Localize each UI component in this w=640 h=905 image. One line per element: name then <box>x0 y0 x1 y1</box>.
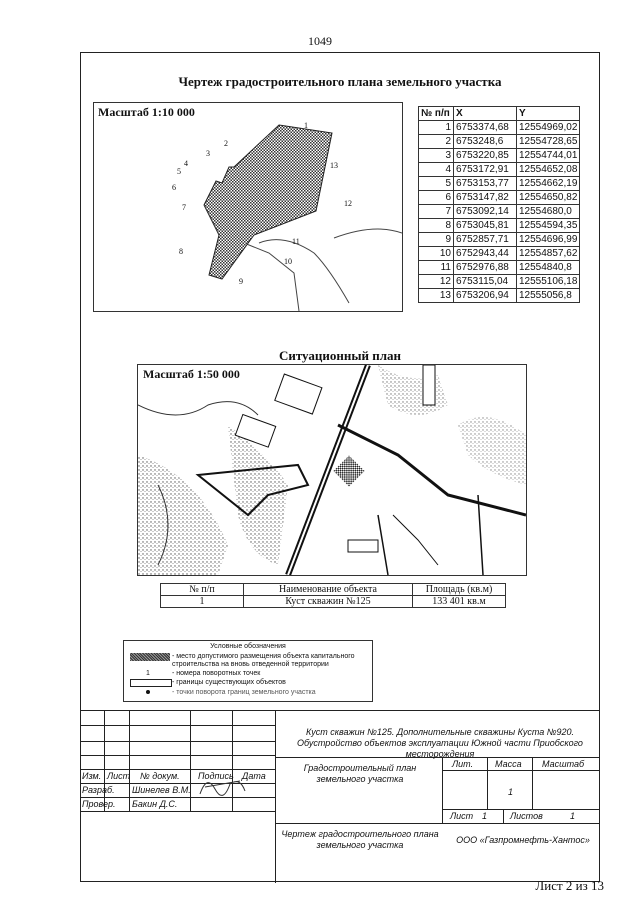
cell: 12555056,8 <box>517 289 580 303</box>
checker-name: Бакин Д.С. <box>132 799 178 809</box>
cell: 6753172,91 <box>454 163 517 177</box>
cell: 6753374,68 <box>454 121 517 135</box>
cell: 12554662,19 <box>517 177 580 191</box>
table-row <box>419 219 580 233</box>
sheet-value: 1 <box>482 811 488 821</box>
map2-scale: Масштаб 1:50 000 <box>143 367 240 381</box>
col-signature: Подпись <box>198 771 234 781</box>
cell: 12554969,02 <box>517 121 580 135</box>
cell: 3 <box>419 149 454 163</box>
table-row <box>419 177 580 191</box>
cell: 6753045,81 <box>454 219 517 233</box>
sheets-value: 1 <box>570 811 576 821</box>
cell: 6752943,44 <box>454 247 517 261</box>
cell: 6753153,77 <box>454 177 517 191</box>
point-label: 3 <box>206 149 210 158</box>
cell: 6752857,71 <box>454 233 517 247</box>
table-row <box>419 163 580 177</box>
sheet-label: Лист <box>450 811 474 821</box>
legend-marker: 1 <box>146 670 150 677</box>
cell: 12554594,35 <box>517 219 580 233</box>
point-label: 5 <box>177 167 181 176</box>
coordinates-table <box>418 106 580 303</box>
title-block <box>80 710 600 883</box>
cell: 8 <box>419 219 454 233</box>
sheets-label: Листов <box>510 811 543 821</box>
point-label: 7 <box>182 203 186 212</box>
point-label: 11 <box>292 237 300 246</box>
legend-boundary-swatch <box>130 679 172 687</box>
cell: 6753220,85 <box>454 149 517 163</box>
table-row <box>419 233 580 247</box>
point-label: 4 <box>184 159 188 168</box>
col-header: Y <box>517 107 580 121</box>
mass-value: 1 <box>508 787 514 797</box>
cell: 6753092,14 <box>454 205 517 219</box>
table-row <box>419 205 580 219</box>
drawing-name: Чертеж градостроительного плана земельного участка <box>281 829 439 850</box>
cell: Куст скважин №125 <box>244 596 413 608</box>
cell: 12555106,18 <box>517 275 580 289</box>
scale-label: Масштаб <box>542 759 585 769</box>
legend-item: - место допустимого размещения объекта капитального строительства на вновь отведенной территории <box>172 653 355 668</box>
situation-drawing <box>138 365 526 575</box>
legend-item: - точки поворота границ земельного участка <box>172 689 316 696</box>
lit-label: Лит. <box>452 759 474 769</box>
point-label: 13 <box>330 161 338 170</box>
developer-name: Шинелев В.М. <box>132 785 191 795</box>
parcel-drawing <box>94 103 402 311</box>
table-row <box>419 149 580 163</box>
drawing-title: Чертеж градостроительного плана земельного участка <box>178 74 502 89</box>
parcel-map <box>93 102 403 312</box>
table-row <box>419 261 580 275</box>
point-label: 10 <box>284 257 292 266</box>
situation-title: Ситуационный план <box>278 348 402 363</box>
cell: 2 <box>419 135 454 149</box>
table-row <box>419 275 580 289</box>
col-header: Площадь (кв.м) <box>413 584 506 596</box>
legend-hatch-swatch <box>130 653 170 661</box>
legend <box>123 640 373 702</box>
point-label: 9 <box>239 277 243 286</box>
cell: 1 <box>161 596 244 608</box>
developer-role: Разраб. <box>82 785 115 795</box>
cell: 10 <box>419 247 454 261</box>
table-row <box>419 289 580 303</box>
cell: 12554650,82 <box>517 191 580 205</box>
cell: 12 <box>419 275 454 289</box>
point-label: 6 <box>172 183 176 192</box>
legend-item: - номера поворотных точек <box>172 670 261 677</box>
cell: 12554744,01 <box>517 149 580 163</box>
cell: 6753206,94 <box>454 289 517 303</box>
cell: 6753248,6 <box>454 135 517 149</box>
cell: 6753147,82 <box>454 191 517 205</box>
cell: 6753115,04 <box>454 275 517 289</box>
col-header: Наименование объекта <box>244 584 413 596</box>
doc-title: Градостроительный план земельного участка <box>303 763 417 784</box>
map1-scale: Масштаб 1:10 000 <box>98 105 195 119</box>
cell: 4 <box>419 163 454 177</box>
sheet-counter: Лист 2 из 13 <box>535 878 604 893</box>
project-name: Куст скважин №125. Дополнительные скважины Куста №920. Обустройство объектов эксплуатации Южной части Приобского месторождения <box>297 727 583 759</box>
cell: 13 <box>419 289 454 303</box>
table-row <box>419 121 580 135</box>
point-label: 8 <box>179 247 183 256</box>
page-number: 1049 <box>308 34 332 48</box>
col-date: Дата <box>242 771 266 781</box>
cell: 12554857,62 <box>517 247 580 261</box>
point-label: 2 <box>224 139 228 148</box>
cell: 11 <box>419 261 454 275</box>
table-row <box>419 247 580 261</box>
col-header: № п/п <box>419 107 454 121</box>
cell: 12554696,99 <box>517 233 580 247</box>
point-icon <box>146 690 150 694</box>
cell: 12554728,65 <box>517 135 580 149</box>
table-row <box>419 191 580 205</box>
col-header: X <box>454 107 517 121</box>
col-doc: № докум. <box>140 771 180 781</box>
point-label: 1 <box>304 121 308 130</box>
signature-scribble <box>195 769 255 803</box>
cell: 5 <box>419 177 454 191</box>
cell: 12554840,8 <box>517 261 580 275</box>
legend-title: Условные обозначения <box>210 643 286 650</box>
cell: 12554652,08 <box>517 163 580 177</box>
checker-role: Провер. <box>82 799 116 809</box>
point-label: 12 <box>344 199 352 208</box>
cell: 6 <box>419 191 454 205</box>
cell: 9 <box>419 233 454 247</box>
cell: 1 <box>419 121 454 135</box>
table-row <box>419 135 580 149</box>
col-list: Лист <box>107 771 131 781</box>
cell: 6752976,88 <box>454 261 517 275</box>
company-name: ООО «Газпромнефть-Хантос» <box>456 835 590 845</box>
situation-map <box>137 364 527 576</box>
objects-table <box>160 583 506 608</box>
cell: 7 <box>419 205 454 219</box>
legend-item: - границы существующих объектов <box>172 679 286 686</box>
col-izm: Изм. <box>82 771 102 781</box>
col-header: № п/п <box>161 584 244 596</box>
mass-label: Масса <box>495 759 522 769</box>
cell: 12554680,0 <box>517 205 580 219</box>
parcel-polygon <box>204 125 332 279</box>
table-row <box>161 596 506 608</box>
cell: 133 401 кв.м <box>413 596 506 608</box>
